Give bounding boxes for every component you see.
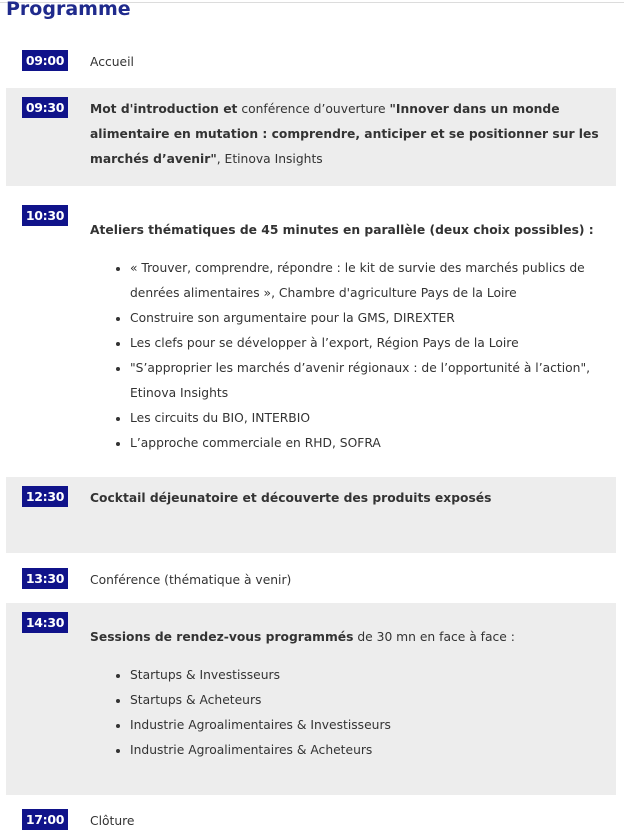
time-badge: 14:30 — [22, 612, 68, 633]
row-text: Accueil — [90, 55, 134, 69]
speaker: , Etinova Insights — [216, 152, 323, 166]
time-badge: 10:30 — [22, 205, 68, 226]
row-content — [90, 50, 606, 75]
workshop-list — [90, 256, 606, 456]
program-row-1430 — [6, 603, 616, 795]
program-row-0930 — [6, 88, 616, 186]
row-text: Clôture — [90, 814, 135, 828]
list-item: • « Trouver, comprendre, répondre : le kit de survie des marchés publics de denrées alimentaires », Chambre d'agriculture Pays de la Loire — [130, 256, 606, 306]
list-item: • Construire son argumentaire pour la GMS, DIREXTER — [130, 306, 606, 331]
list-item: • Les circuits du BIO, INTERBIO — [130, 406, 606, 431]
time-badge: 09:30 — [22, 97, 68, 118]
intro-bold: Mot d'introduction et — [90, 102, 238, 116]
row-lead: Sessions de rendez-vous programmés de 30 mn en face à face : — [90, 630, 515, 644]
conference-title: "Innover dans un monde alimentaire en mutation : comprendre, anticiper et se positionner sur les marchés d’avenir" — [90, 102, 599, 166]
list-item: • Industrie Agroalimentaires & Investisseurs — [130, 713, 606, 738]
time-badge: 13:30 — [22, 568, 68, 589]
time-badge: 09:00 — [22, 50, 68, 71]
row-text — [90, 97, 606, 172]
list-item: • "S’approprier les marchés d’avenir régionaux : de l’opportunité à l’action", Etinova Insights — [130, 356, 606, 406]
list-item: • Startups & Acheteurs — [130, 688, 606, 713]
page-title: Programme — [6, 0, 131, 20]
row-content — [90, 97, 606, 172]
row-content — [90, 486, 606, 511]
program-row-1230 — [6, 477, 616, 553]
program-row-0900 — [6, 41, 616, 79]
row-content — [90, 612, 606, 763]
row-lead: Cocktail déjeunatoire et découverte des produits exposés — [90, 491, 492, 505]
program-row-1330 — [6, 559, 616, 597]
row-content — [90, 809, 606, 834]
time-badge: 17:00 — [22, 809, 68, 830]
row-content — [90, 205, 606, 456]
time-badge: 12:30 — [22, 486, 68, 507]
row-lead: Ateliers thématiques de 45 minutes en parallèle (deux choix possibles) : — [90, 223, 594, 237]
list-item: • Les clefs pour se développer à l’export, Région Pays de la Loire — [130, 331, 606, 356]
list-item: • Startups & Investisseurs — [130, 663, 606, 688]
intro-plain: conférence d’ouverture — [237, 102, 390, 116]
list-item: • Industrie Agroalimentaires & Acheteurs — [130, 738, 606, 763]
meeting-list — [90, 663, 606, 763]
program-row-1700 — [6, 800, 616, 838]
row-content — [90, 568, 606, 593]
program-row-1030 — [6, 196, 616, 464]
row-text: Conférence (thématique à venir) — [90, 573, 292, 587]
list-item: • L’approche commerciale en RHD, SOFRA — [130, 431, 606, 456]
